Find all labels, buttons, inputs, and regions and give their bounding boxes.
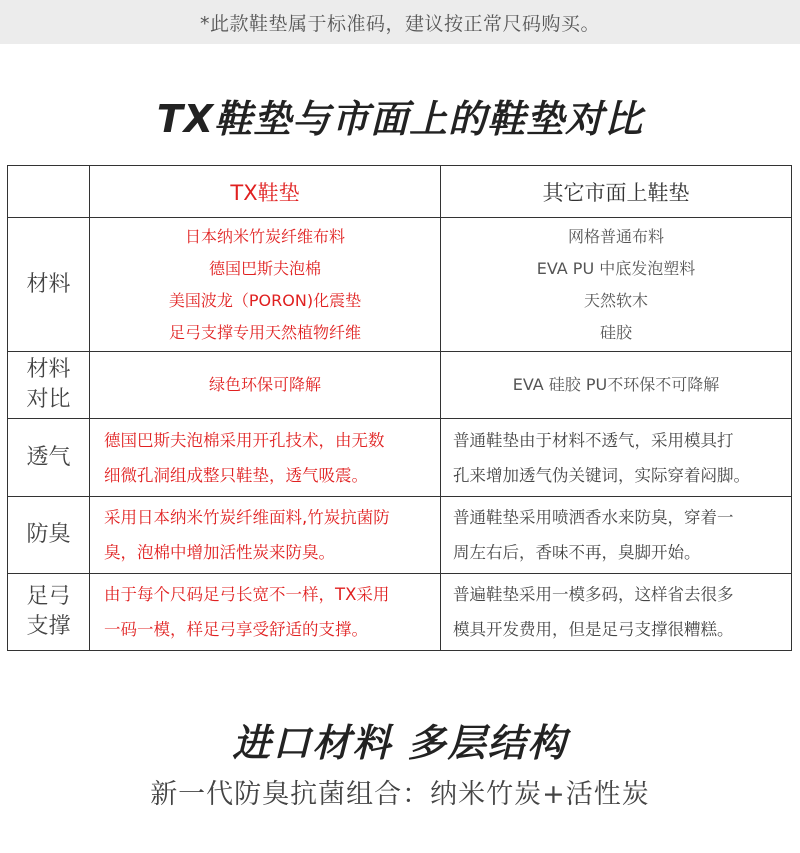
comparison-table bbox=[7, 165, 792, 651]
table-row bbox=[8, 352, 792, 419]
tx-cell: 日本纳米竹炭纤维布料 德国巴斯夫泡棉 美国波龙（PORON)化震垫 足弓支撑专用天然植物纤维 bbox=[90, 218, 441, 352]
table-row bbox=[8, 419, 792, 497]
row-label: 足弓 支撑 bbox=[8, 574, 90, 651]
section-title: 进口材料 多层结构 bbox=[232, 721, 568, 765]
other-cell: 普通鞋垫由于材料不透气，采用模具打 孔来增加透气伪关键词，实际穿着闷脚。 bbox=[441, 419, 792, 497]
row-label: 材料 对比 bbox=[8, 352, 90, 419]
header-empty bbox=[8, 166, 90, 218]
table-row bbox=[8, 218, 792, 352]
tx-cell: 德国巴斯夫泡棉采用开孔技术，由无数 细微孔洞组成整只鞋垫，透气吸震。 bbox=[90, 419, 441, 497]
row-label: 材料 bbox=[8, 218, 90, 352]
header-tx: TX鞋垫 bbox=[90, 166, 441, 218]
row-label: 透气 bbox=[8, 419, 90, 497]
other-cell: 普通鞋垫采用喷洒香水来防臭，穿着一 周左右后，香味不再，臭脚开始。 bbox=[441, 497, 792, 574]
table-row bbox=[8, 574, 792, 651]
header-other: 其它市面上鞋垫 bbox=[441, 166, 792, 218]
other-cell: EVA 硅胶 PU不环保不可降解 bbox=[441, 352, 792, 419]
tx-cell: 由于每个尺码足弓长宽不一样，TX采用 一码一模，样足弓享受舒适的支撑。 bbox=[90, 574, 441, 651]
tx-cell: 绿色环保可降解 bbox=[90, 352, 441, 419]
table-header-row bbox=[8, 166, 792, 218]
section-subtitle: 新一代防臭抗菌组合：纳米竹炭+活性炭 bbox=[150, 779, 650, 810]
tx-cell: 采用日本纳米竹炭纤维面料,竹炭抗菌防 臭，泡棉中增加活性炭来防臭。 bbox=[90, 497, 441, 574]
size-notice: *此款鞋垫属于标准码，建议按正常尺码购买。 bbox=[199, 12, 600, 35]
other-cell: 普遍鞋垫采用一模多码，这样省去很多 模具开发费用，但是足弓支撑很糟糕。 bbox=[441, 574, 792, 651]
page-title: TX鞋垫与市面上的鞋垫对比 bbox=[156, 97, 644, 141]
table-row bbox=[8, 497, 792, 574]
other-cell: 网格普通布料 EVA PU 中底发泡塑料 天然软木 硅胶 bbox=[441, 218, 792, 352]
row-label: 防臭 bbox=[8, 497, 90, 574]
notice-bar bbox=[0, 0, 800, 44]
